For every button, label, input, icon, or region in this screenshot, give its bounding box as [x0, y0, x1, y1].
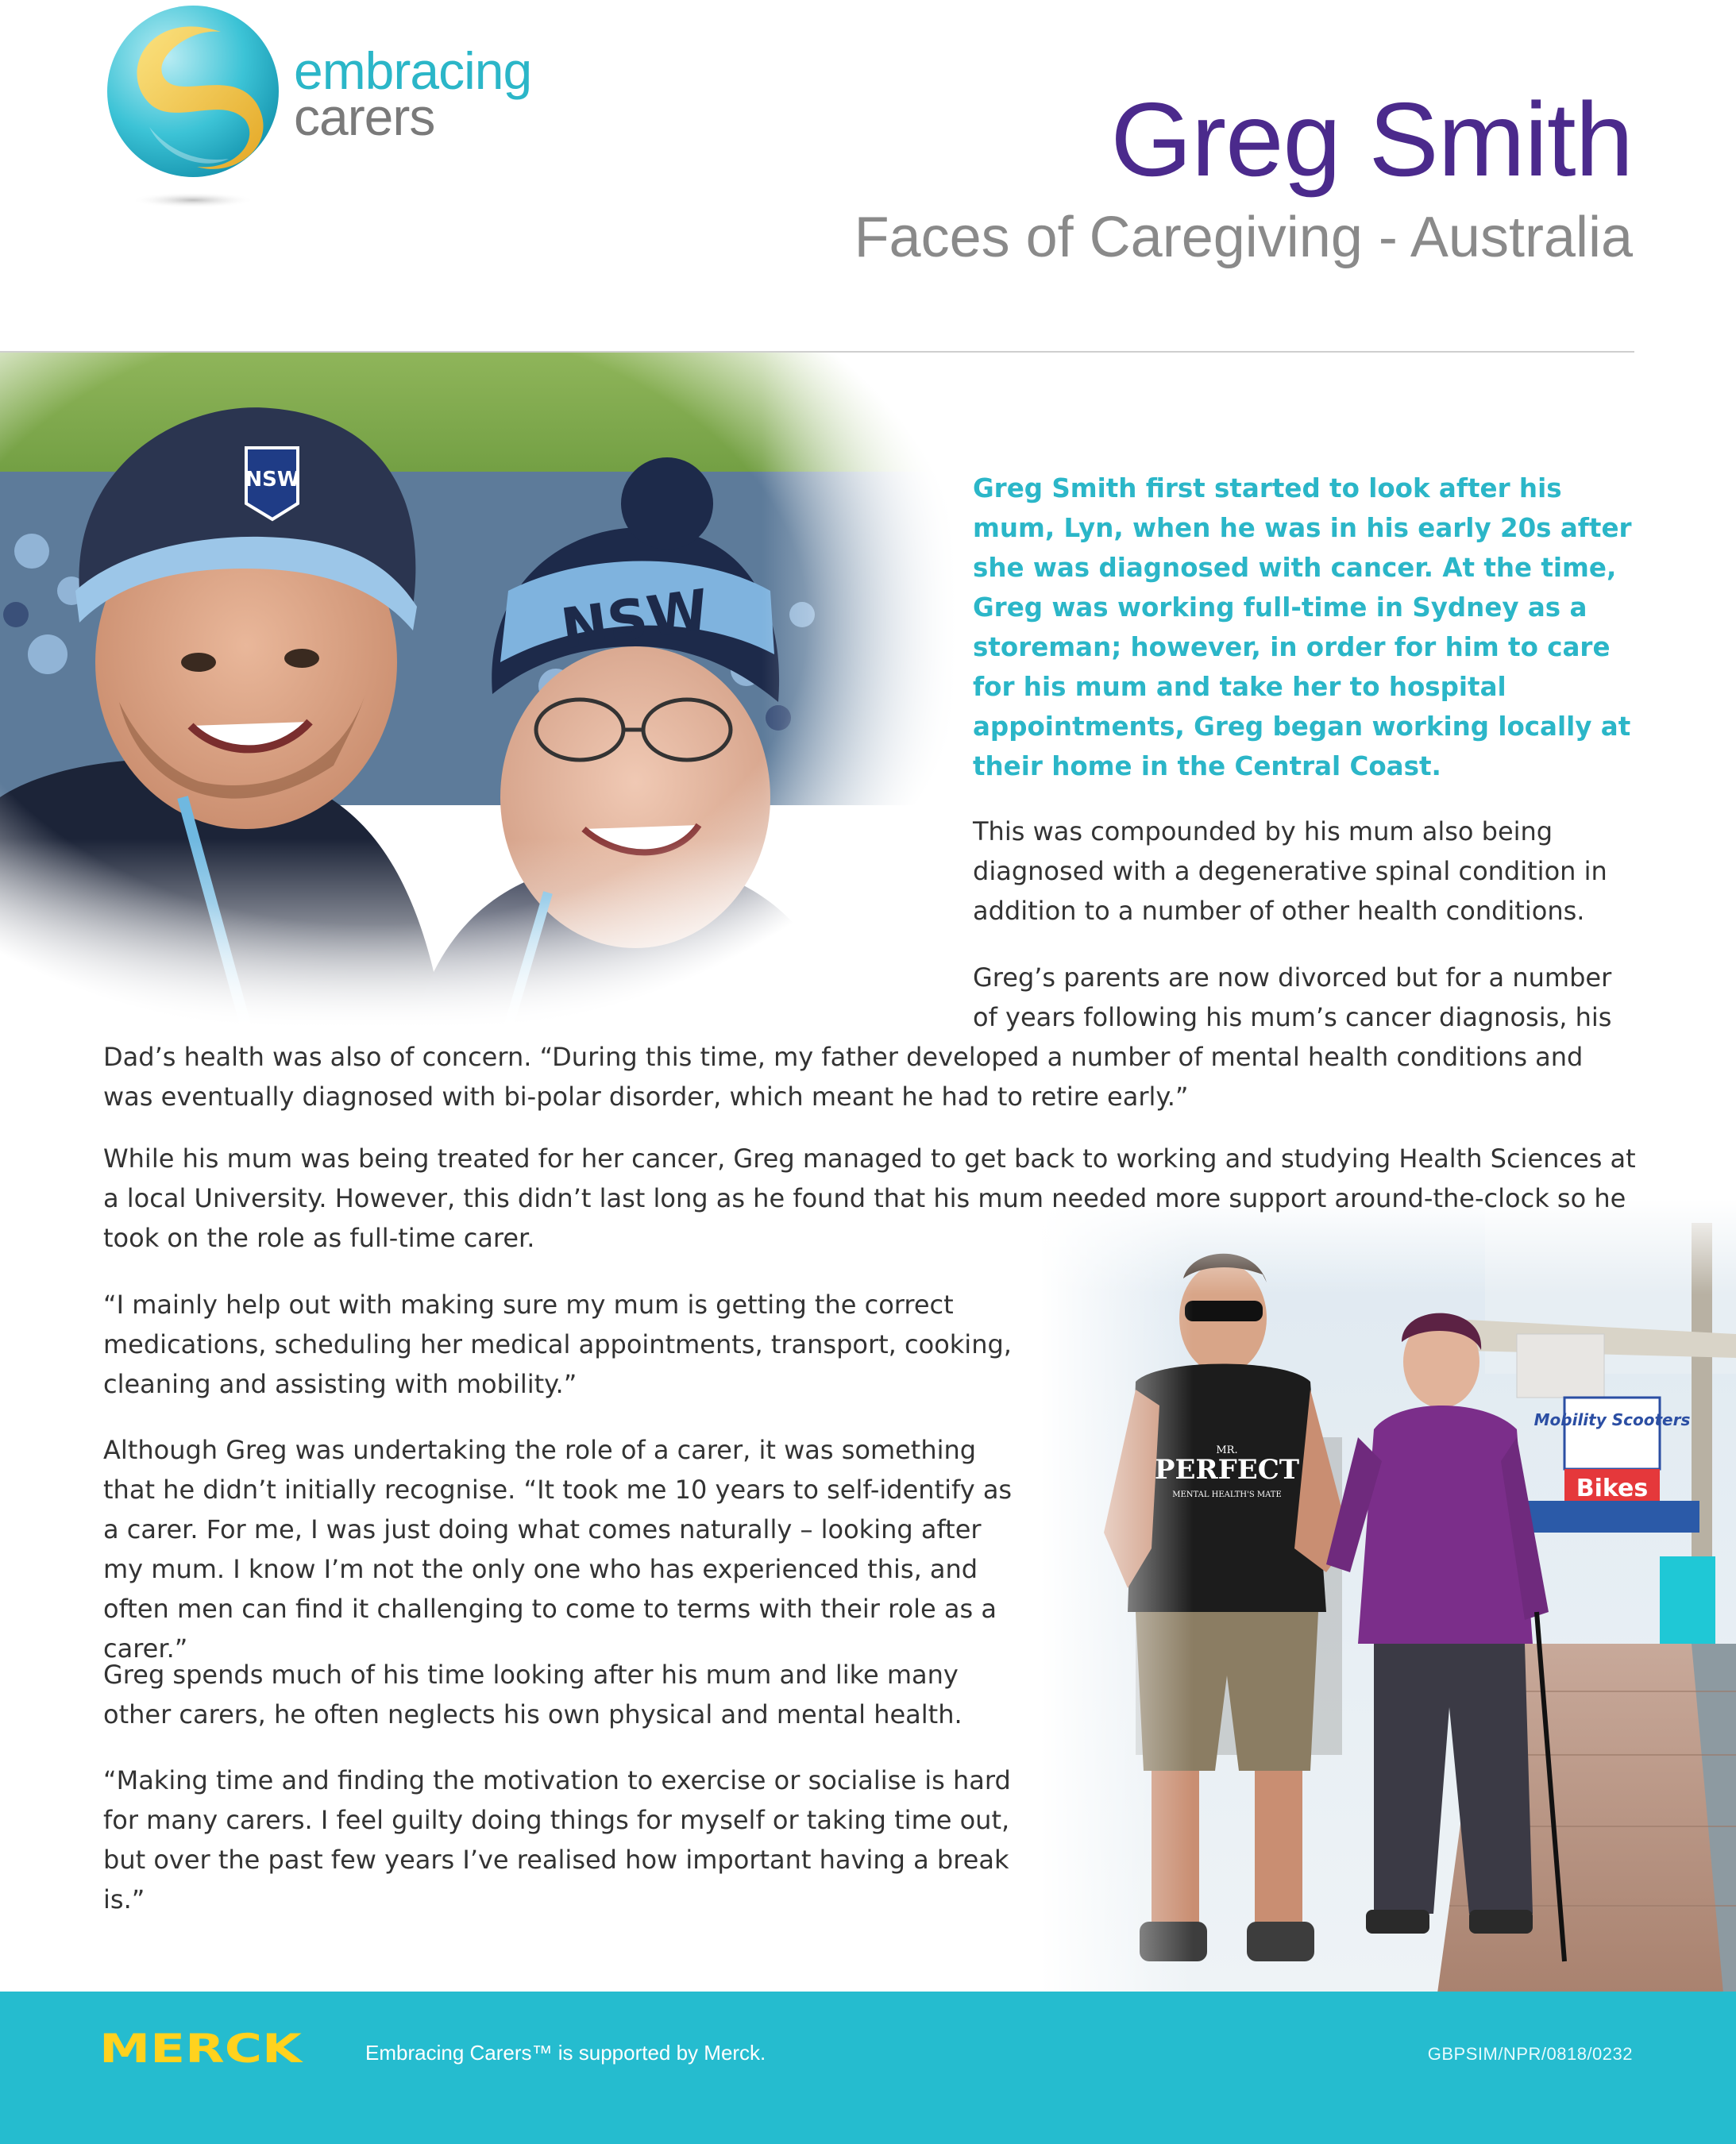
paragraph-parents-divorced-start: Greg’s parents are now divorced but for a number of years following his mum’s cancer diagnosis, his: [973, 962, 1612, 1032]
logo-line2: carers: [294, 87, 435, 146]
support-text: Embracing Carers™ is supported by Merck.: [365, 2041, 766, 2065]
photo-greg-and-mum-walking: [1040, 1199, 1736, 1993]
paragraph-own-health: Greg spends much of his time looking after his mum and like many other carers, he often neglects his own physical and mental health.: [103, 1660, 963, 1729]
logo-line1: embracing: [294, 41, 532, 100]
logo-wordmark: [294, 41, 532, 146]
page-title: Greg Smith: [1110, 81, 1633, 198]
paragraph-health-sciences: While his mum was being treated for her cancer, Greg managed to get back to working and studying Health Sciences at a local University. However, this didn’t last long as he found that his mum needed more support around-the-clock so he took on the role as full-time carer.: [103, 1143, 1636, 1253]
paragraph-parents-divorced-end: Dad’s health was also of concern. “During this time, my father developed a number of mental health conditions and was eventually diagnosed with bi-polar disorder, which meant he had to retire early.”: [103, 1042, 1584, 1112]
document-code: GBPSIM/NPR/0818/0232: [1427, 2044, 1633, 2064]
footer-bar: [0, 1992, 1736, 2144]
photo-greg-and-mum-at-stadium: [0, 353, 977, 1028]
lead-paragraph: Greg Smith first started to look after his mum, Lyn, when he was in his early 20s after she was diagnosed with cancer. At the time, Greg was working full-time in Sydney as a storeman; however, in order for him to care for his mum and take her to hospital appointments, Greg began working locally at their home in the Central Coast.: [973, 473, 1632, 781]
embracing-carers-logo: [95, 0, 556, 214]
paragraph-medications: “I mainly help out with making sure my mum is getting the correct medications, scheduling her medical appointments, transport, cooking, cleaning and assisting with mobility.”: [103, 1290, 1012, 1399]
page-subtitle: Faces of Caregiving - Australia: [854, 206, 1633, 269]
paragraph-making-time: “Making time and finding the motivation to exercise or socialise is hard for many carers. I feel guilty doing things for myself or taking time out, but over the past few years I’ve realised how important having a break is.”: [103, 1765, 1011, 1915]
embracing-carers-logo-mark-icon: [102, 0, 284, 214]
merck-wordmark: MERCK: [99, 2029, 304, 2067]
paragraph-self-identify: Although Greg was undertaking the role of a carer, it was something that he didn’t initially recognise. “It took me 10 years to self-identify as a carer. For me, I was just doing what comes naturally – looking after my mum. I know I’m not the only one who has experienced this, and often men can find it challenging to come to terms with their role as a carer.”: [103, 1435, 1013, 1664]
merck-logo: [99, 2029, 306, 2067]
paragraph-spinal-condition: This was compounded by his mum also being diagnosed with a degenerative spinal condition in addition to a number of other health conditions.: [973, 816, 1607, 926]
